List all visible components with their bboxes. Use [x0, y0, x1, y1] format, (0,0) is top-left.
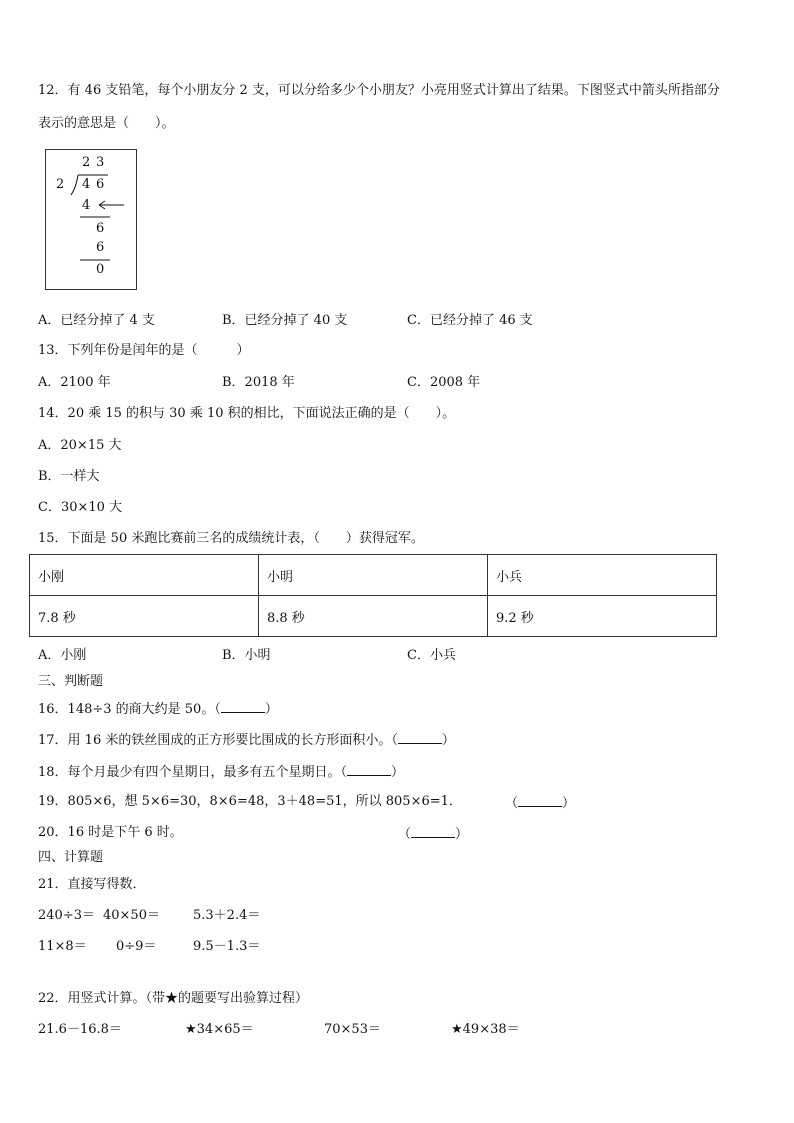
answer-blank[interactable] — [221, 700, 265, 713]
q12-option-b: B．已经分掉了 40 支 — [222, 313, 348, 328]
paren-open: （ — [398, 827, 412, 842]
q21-text: 21．直接写得数． — [38, 877, 146, 892]
division-remainder: 0 — [96, 262, 105, 277]
section-3-heading: 三、判断题 — [38, 674, 104, 689]
answer-blank[interactable] — [398, 731, 442, 744]
q14-option-c: C．30×10 大 — [38, 500, 123, 515]
table-cell-name: 小明 — [259, 555, 488, 596]
q12-option-c: C．已经分掉了 46 支 — [407, 313, 533, 328]
division-step-3: 6 — [96, 240, 105, 255]
q13-text: 13．下列年份是闰年的是（ ） — [38, 343, 250, 358]
q17-line — [38, 731, 455, 749]
q13-option-c: C．2008 年 — [407, 375, 481, 390]
q22-item: ★34×65＝ — [185, 1022, 254, 1037]
section-4-heading: 四、计算题 — [38, 850, 104, 865]
dividend-digit-2: 6 — [96, 177, 105, 192]
paren-close: ） — [455, 827, 469, 842]
q21-item: 5.3＋2.4＝ — [193, 908, 261, 923]
table-cell-name: 小刚 — [30, 555, 259, 596]
q20-text: 20．16 时是下午 6 时。 — [38, 825, 183, 840]
q16-line — [38, 700, 278, 718]
table-cell-name: 小兵 — [488, 555, 717, 596]
q20-answer — [398, 825, 468, 843]
q17-text: 17．用 16 米的铁丝围成的正方形要比围成的长方形面积小。（ — [38, 733, 398, 748]
paren-close: ） — [264, 702, 278, 717]
divisor: 2 — [56, 177, 65, 192]
q22-item: ★49×38＝ — [451, 1022, 520, 1037]
q19-answer — [505, 794, 575, 812]
q15-option-b: B．小明 — [222, 648, 271, 663]
table-cell-time: 8.8 秒 — [259, 596, 488, 637]
q15-option-c: C．小兵 — [407, 648, 456, 663]
score-table — [29, 554, 717, 637]
dividend-digit-1: 4 — [82, 177, 91, 192]
q21-item: 40×50＝ — [103, 908, 160, 923]
q22-item: 21.6－16.8＝ — [38, 1022, 122, 1037]
q22-text: 22．用竖式计算。（带★的题要写出验算过程） — [38, 991, 309, 1006]
q13-option-a: A．2100 年 — [38, 375, 111, 390]
q19-text: 19．805×6，想 5×6=30，8×6=48，3＋48=51，所以 805×6=1． — [38, 794, 462, 809]
answer-blank[interactable] — [411, 825, 455, 838]
quotient-digit-1: 2 — [82, 155, 91, 170]
q12-text-line2: 表示的意思是（ ）。 — [38, 116, 175, 131]
answer-blank[interactable] — [518, 794, 562, 807]
q14-text: 14．20 乘 15 的积与 30 乘 10 积的相比，下面说法正确的是（ ）。 — [38, 406, 456, 421]
quotient-digit-2: 3 — [96, 155, 105, 170]
q14-option-a: A．20×15 大 — [38, 438, 122, 453]
q16-text: 16．148÷3 的商大约是 50。（ — [38, 702, 221, 717]
paren-close: ） — [391, 765, 405, 780]
table-cell-time: 9.2 秒 — [488, 596, 717, 637]
paren-close: ） — [562, 796, 576, 811]
q13-option-b: B．2018 年 — [222, 375, 295, 390]
answer-blank[interactable] — [347, 763, 391, 776]
q15-option-a: A．小刚 — [38, 648, 87, 663]
q21-item: 240÷3＝ — [38, 908, 95, 923]
q12-text-line1: 12．有 46 支铅笔，每个小朋友分 2 支，可以分给多少个小朋友？小亮用竖式计算出了结果。下图竖式中箭头所指部分 — [38, 83, 720, 98]
table-cell-time: 7.8 秒 — [30, 596, 259, 637]
paren-open: （ — [505, 796, 519, 811]
q18-line — [38, 763, 404, 781]
division-lines — [46, 150, 136, 289]
q14-option-b: B．一样大 — [38, 469, 100, 484]
q21-item: 9.5－1.3＝ — [193, 939, 261, 954]
division-step-2: 6 — [96, 221, 105, 236]
q15-text: 15．下面是 50 米跑比赛前三名的成绩统计表，（ ）获得冠军。 — [38, 531, 424, 546]
q21-item: 0÷9＝ — [116, 939, 157, 954]
q12-option-a: A．已经分掉了 4 支 — [38, 313, 155, 328]
q18-text: 18．每个月最少有四个星期日，最多有五个星期日。（ — [38, 765, 348, 780]
division-step-1: 4 — [82, 198, 91, 213]
table-row — [30, 555, 717, 596]
table-row — [30, 596, 717, 637]
q22-item: 70×53＝ — [324, 1022, 381, 1037]
q21-item: 11×8＝ — [38, 939, 87, 954]
paren-close: ） — [441, 733, 455, 748]
long-division-figure — [45, 149, 137, 290]
